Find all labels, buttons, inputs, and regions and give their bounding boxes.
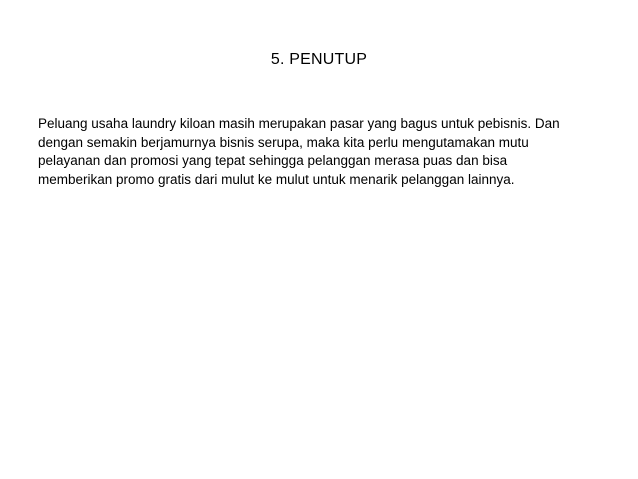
slide-title: 5. PENUTUP bbox=[270, 51, 368, 68]
body-line: memberikan promo gratis dari mulut ke mulut untuk menarik pelanggan lainnya. bbox=[38, 171, 515, 187]
body-line: Peluang usaha laundry kiloan masih merupakan pasar yang bagus untuk pebisnis. Dan bbox=[38, 116, 560, 131]
body-line: dengan semakin berjamurnya bisnis serupa, maka kita perlu mengutamakan mutu bbox=[38, 134, 529, 150]
body-line: pelayanan dan promosi yang tepat sehingga pelanggan merasa puas dan bisa bbox=[38, 153, 508, 168]
slide-body bbox=[38, 115, 604, 189]
